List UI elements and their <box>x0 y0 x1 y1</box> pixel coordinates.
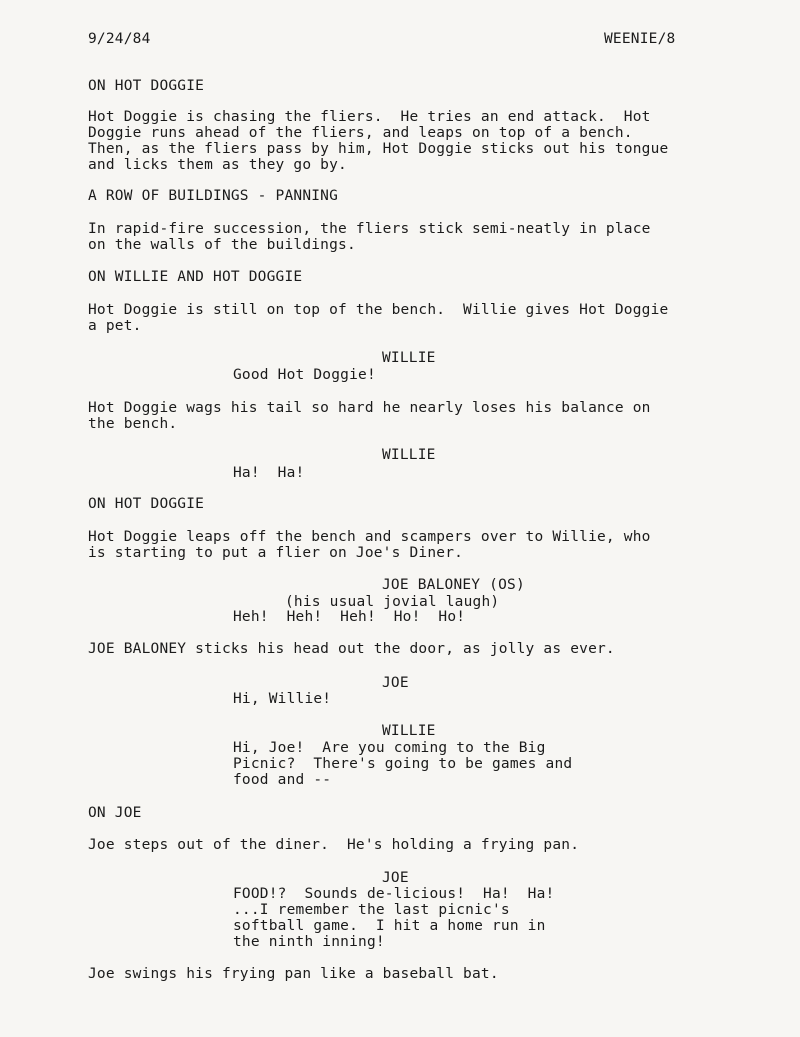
page-date: 9/24/84 <box>88 31 151 47</box>
action-line: JOE BALONEY sticks his head out the door, as jolly as ever. <box>88 641 615 657</box>
action-line: Doggie runs ahead of the fliers, and leaps on top of a bench. <box>88 125 633 141</box>
scene-heading: ON HOT DOGGIE <box>88 78 205 94</box>
action-line: In rapid-fire succession, the fliers stick semi-neatly in place <box>88 221 651 237</box>
character-name: WILLIE <box>382 447 436 463</box>
dialogue-line: Hi, Joe! Are you coming to the Big <box>233 740 546 756</box>
dialogue-line: Ha! Ha! <box>233 465 305 481</box>
scene-heading: A ROW OF BUILDINGS - PANNING <box>88 188 339 204</box>
character-name: JOE BALONEY (OS) <box>382 577 525 593</box>
page-id: WEENIE/8 <box>604 31 676 47</box>
action-line: Hot Doggie leaps off the bench and scampers over to Willie, who <box>88 529 651 545</box>
action-line: Then, as the fliers pass by him, Hot Doggie sticks out his tongue <box>88 141 669 157</box>
dialogue-line: food and -- <box>233 772 332 788</box>
action-line: the bench. <box>88 416 178 432</box>
character-name: JOE <box>382 675 409 691</box>
character-name: WILLIE <box>382 723 436 739</box>
action-line: on the walls of the buildings. <box>88 237 356 253</box>
dialogue-line: the ninth inning! <box>233 934 385 950</box>
dialogue-line: Heh! Heh! Heh! Ho! Ho! <box>233 609 466 625</box>
dialogue-line: Good Hot Doggie! <box>233 367 376 383</box>
action-line: and licks them as they go by. <box>88 157 347 173</box>
action-line: Hot Doggie is still on top of the bench. Willie gives Hot Doggie <box>88 302 669 318</box>
scene-heading: ON HOT DOGGIE <box>88 496 205 512</box>
action-line: Joe steps out of the diner. He's holding a frying pan. <box>88 837 580 853</box>
character-name: JOE <box>382 870 409 886</box>
action-line: Hot Doggie wags his tail so hard he nearly loses his balance on <box>88 400 651 416</box>
parenthetical-line: (his usual jovial laugh) <box>285 594 500 610</box>
dialogue-line: softball game. I hit a home run in <box>233 918 546 934</box>
dialogue-line: Hi, Willie! <box>233 691 332 707</box>
action-line: Joe swings his frying pan like a baseball bat. <box>88 966 499 982</box>
character-name: WILLIE <box>382 350 436 366</box>
dialogue-line: FOOD!? Sounds de-licious! Ha! Ha! <box>233 886 555 902</box>
dialogue-line: ...I remember the last picnic's <box>233 902 510 918</box>
action-line: Hot Doggie is chasing the fliers. He tries an end attack. Hot <box>88 109 651 125</box>
action-line: a pet. <box>88 318 142 334</box>
scene-heading: ON WILLIE AND HOT DOGGIE <box>88 269 303 285</box>
dialogue-line: Picnic? There's going to be games and <box>233 756 573 772</box>
action-line: is starting to put a flier on Joe's Diner. <box>88 545 464 561</box>
scene-heading: ON JOE <box>88 805 142 821</box>
